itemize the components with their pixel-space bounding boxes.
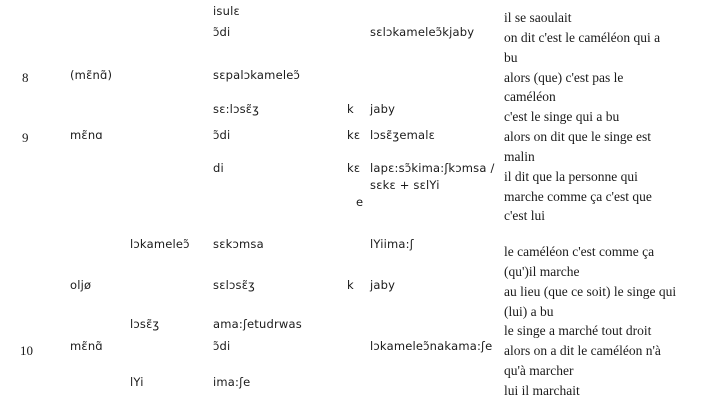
topic-cell: lYi bbox=[130, 375, 144, 389]
content-cell: lapɛ:sɔ̃kima:ʃkɔmsa / bbox=[370, 161, 495, 175]
complementizer-cell: kɛ bbox=[347, 161, 361, 175]
translation-line: (lui) a bu bbox=[504, 304, 554, 319]
content-cell: lYiima:ʃ bbox=[370, 237, 414, 251]
speaker-cell: mɛ̃nɑ̃ bbox=[70, 339, 103, 353]
verb-cell: ɔ̃di bbox=[213, 25, 231, 39]
translation-line: lui il marchait bbox=[504, 383, 580, 398]
translation-line: il se saoulait bbox=[504, 10, 572, 25]
verb-cell: sɛpalɔkameleɔ̃ bbox=[213, 68, 301, 82]
translation-line: marche comme ça c'est que bbox=[504, 189, 652, 204]
complementizer-cell: k bbox=[347, 278, 354, 292]
complementizer-cell: k bbox=[347, 102, 354, 116]
verb-cell: sɛkɔmsa bbox=[213, 237, 264, 251]
translation-line: alors on a dit le caméléon n'à bbox=[504, 343, 661, 358]
verb-cell: sɛlɔsɛ̃ʒ bbox=[213, 278, 255, 292]
translation-line: malin bbox=[504, 149, 535, 164]
content-cell: jaby bbox=[370, 278, 396, 292]
verb-cell: sɛ:lɔsɛ̃ʒ bbox=[213, 102, 260, 116]
complementizer-cell: kɛ bbox=[347, 128, 361, 142]
translation-line: on dit c'est le caméléon qui a bbox=[504, 30, 661, 45]
translation-line: le caméléon c'est comme ça bbox=[504, 244, 655, 259]
content-cell-continued: sɛkɛ + sɛlYi bbox=[370, 178, 440, 192]
verb-cell: ɔ̃di bbox=[213, 339, 231, 353]
translation-line: alors on dit que le singe est bbox=[504, 129, 651, 144]
speaker-cell: oljø bbox=[70, 278, 92, 292]
topic-cell: lɔkameleɔ̃ bbox=[130, 237, 190, 251]
speaker-cell: (mɛ̃nɑ̃) bbox=[70, 68, 113, 82]
topic-cell: lɔsɛ̃ʒ bbox=[130, 317, 160, 331]
translation-line: c'est lui bbox=[504, 208, 546, 223]
verb-cell: ama:ʃetudrwas bbox=[213, 317, 302, 331]
translation-line: il dit que la personne qui bbox=[504, 169, 638, 184]
verb-cell: ɔ̃di bbox=[213, 128, 231, 142]
line-number: 8 bbox=[22, 70, 29, 85]
translation-line: alors (que) c'est pas le bbox=[504, 70, 624, 85]
translation-line: qu'à marcher bbox=[504, 363, 574, 378]
line-number: 9 bbox=[22, 130, 29, 145]
translation-line: c'est le singe qui a bu bbox=[504, 109, 620, 124]
translation-line: caméléon bbox=[504, 89, 556, 104]
speaker-cell: mɛ̃nɑ bbox=[70, 128, 103, 142]
translation-line: le singe a marché tout droit bbox=[504, 323, 652, 338]
line-number: 10 bbox=[20, 343, 33, 358]
content-cell: lɔkameleɔ̃nakama:ʃe bbox=[370, 339, 493, 353]
translation-line: (qu')il marche bbox=[504, 264, 580, 279]
translation-line: bu bbox=[504, 50, 518, 65]
verb-cell: di bbox=[213, 161, 224, 175]
translation-line: au lieu (que ce soit) le singe qui bbox=[504, 284, 677, 299]
annotation-mark: e bbox=[356, 195, 364, 209]
content-cell: lɔsɛ̃ʒemalɛ bbox=[370, 128, 436, 142]
content-cell: jaby bbox=[370, 102, 396, 116]
verb-cell: ima:ʃe bbox=[213, 375, 251, 389]
verb-cell: isulɛ bbox=[213, 4, 240, 18]
content-cell: sɛlɔkameleɔ̃kjaby bbox=[370, 25, 475, 39]
